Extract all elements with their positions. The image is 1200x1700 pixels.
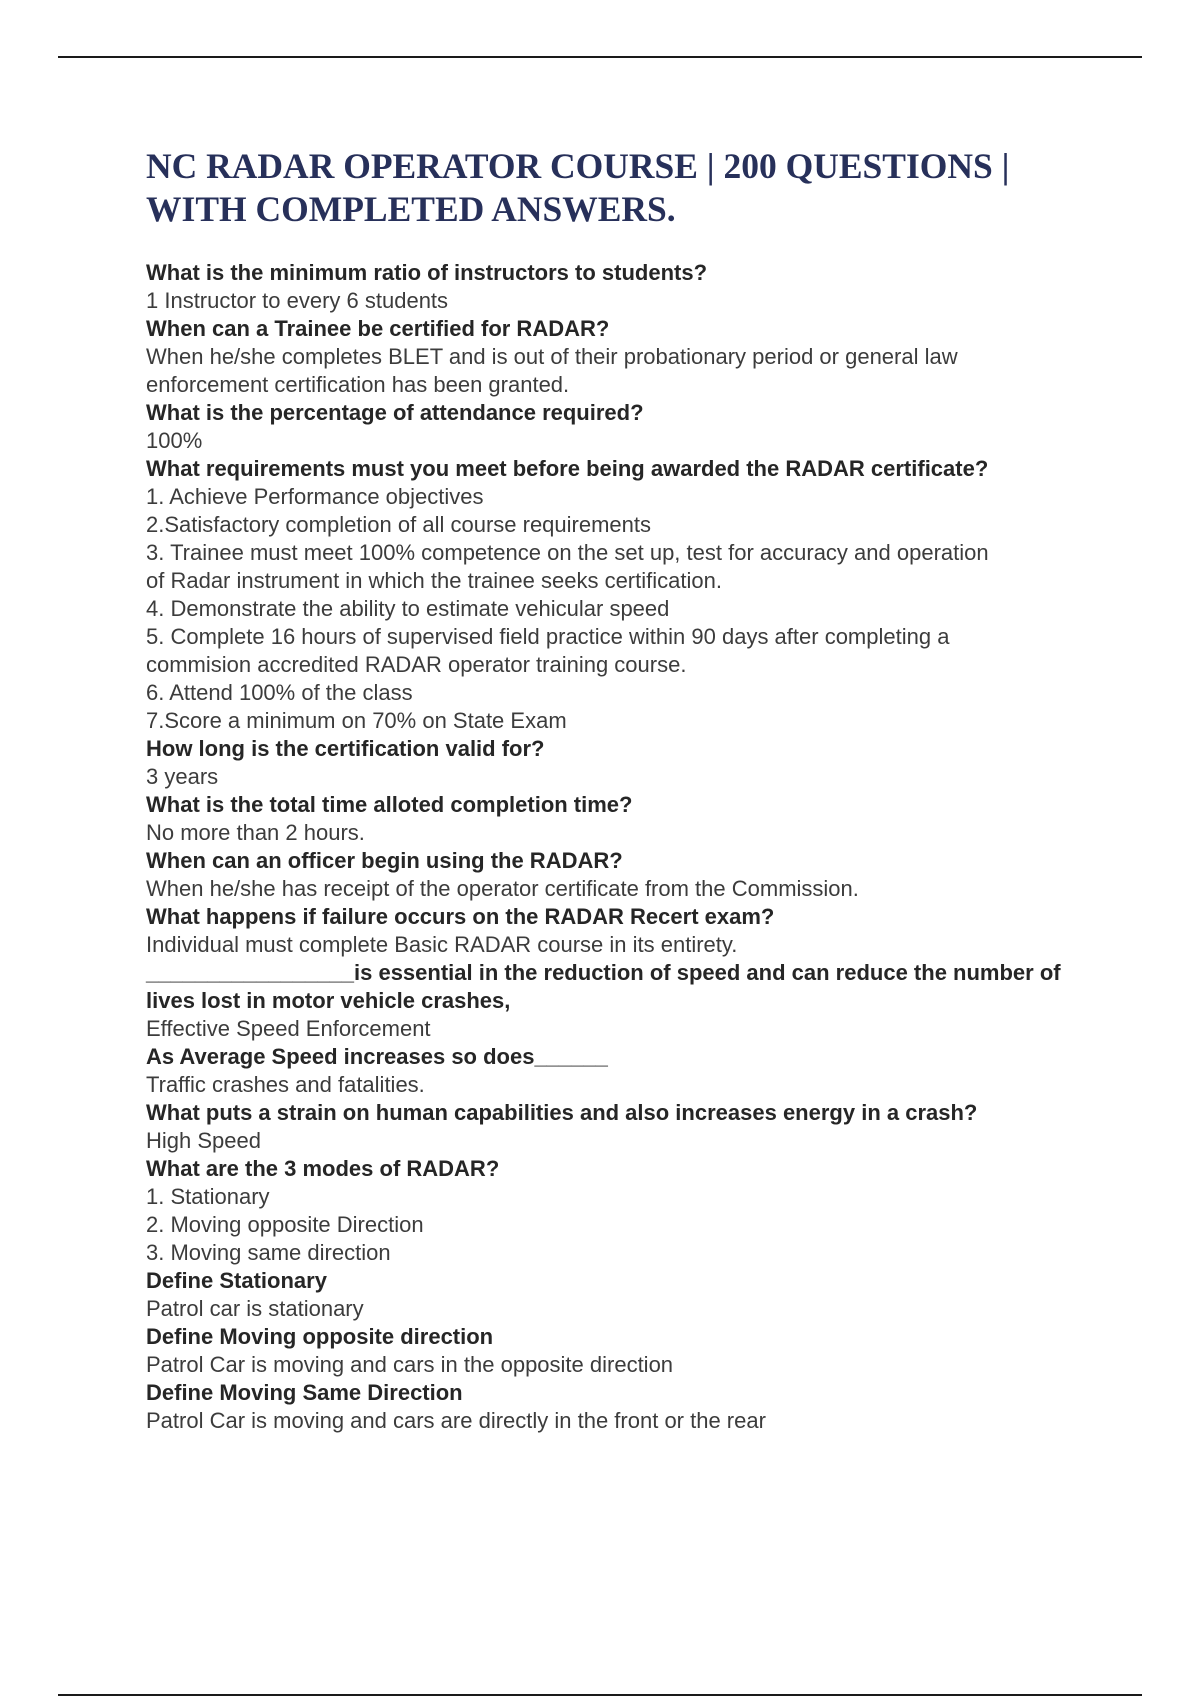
answer-line: Patrol car is stationary	[146, 1296, 364, 1321]
footer-rule	[58, 1694, 1142, 1696]
answer-text	[146, 483, 1106, 735]
document-body	[146, 145, 1106, 1435]
qa-item	[146, 959, 1106, 1043]
qa-item	[146, 259, 1106, 315]
qa-item	[146, 903, 1106, 959]
question-text: What is the minimum ratio of instructors to students?	[146, 260, 708, 285]
answer-text	[146, 427, 1106, 455]
answer-line: 1. Stationary	[146, 1184, 270, 1209]
answer-line: 3. Trainee must meet 100% competence on the set up, test for accuracy and operation	[146, 540, 989, 565]
question-text: Define Moving opposite direction	[146, 1324, 494, 1349]
answer-line: 3 years	[146, 764, 219, 789]
answer-line: 6. Attend 100% of the class	[146, 680, 413, 705]
question-text: What requirements must you meet before being awarded the RADAR certificate?	[146, 456, 989, 481]
answer-line: 2. Moving opposite Direction	[146, 1212, 424, 1237]
answer-line: 2.Satisfactory completion of all course requirements	[146, 512, 652, 537]
answer-line: 100%	[146, 428, 203, 453]
answer-line: Individual must complete Basic RADAR course in its entirety.	[146, 932, 738, 957]
qa-item	[146, 735, 1106, 791]
answer-line: Effective Speed Enforcement	[146, 1016, 431, 1041]
answer-line: 5. Complete 16 hours of supervised field practice within 90 days after completing a	[146, 624, 950, 649]
answer-line: commision accredited RADAR operator training course.	[146, 652, 687, 677]
answer-line: Traffic crashes and fatalities.	[146, 1072, 425, 1097]
qa-item	[146, 1379, 1106, 1435]
answer-line: enforcement certification has been granted.	[146, 372, 570, 397]
answer-line: 1 Instructor to every 6 students	[146, 288, 449, 313]
answer-text	[146, 763, 1106, 791]
qa-item	[146, 1267, 1106, 1323]
answer-line: When he/she has receipt of the operator certificate from the Commission.	[146, 876, 859, 901]
answer-line: 3. Moving same direction	[146, 1240, 391, 1265]
document-title	[146, 145, 1106, 231]
answer-text	[146, 343, 1106, 399]
answer-text	[146, 875, 1106, 903]
answer-line: Patrol Car is moving and cars in the opposite direction	[146, 1352, 674, 1377]
answer-line: High Speed	[146, 1128, 261, 1153]
qa-item	[146, 1043, 1106, 1099]
question-text: _________________is essential in the reduction of speed and can reduce the number of lives lost in motor vehicle crashes,	[146, 960, 1061, 1013]
question-text: When can a Trainee be certified for RADAR?	[146, 316, 610, 341]
answer-line: of Radar instrument in which the trainee seeks certification.	[146, 568, 722, 593]
qa-item	[146, 399, 1106, 455]
answer-line: When he/she completes BLET and is out of their probationary period or general law	[146, 344, 958, 369]
answer-text	[146, 1015, 1106, 1043]
question-text: Define Moving Same Direction	[146, 1380, 463, 1405]
qa-item	[146, 1099, 1106, 1155]
question-text: Define Stationary	[146, 1268, 327, 1293]
answer-line: Patrol Car is moving and cars are directly in the front or the rear	[146, 1408, 766, 1433]
question-text: What puts a strain on human capabilities and also increases energy in a crash?	[146, 1100, 978, 1125]
answer-text	[146, 819, 1106, 847]
title-line-2: WITH COMPLETED ANSWERS.	[146, 189, 676, 229]
question-text: How long is the certification valid for?	[146, 736, 545, 761]
qa-item	[146, 1323, 1106, 1379]
answer-line: 1. Achieve Performance objectives	[146, 484, 484, 509]
question-text: What is the percentage of attendance required?	[146, 400, 644, 425]
qa-item	[146, 1155, 1106, 1267]
question-text: What happens if failure occurs on the RADAR Recert exam?	[146, 904, 775, 929]
answer-text	[146, 1127, 1106, 1155]
qa-item	[146, 791, 1106, 847]
answer-line: 4. Demonstrate the ability to estimate vehicular speed	[146, 596, 670, 621]
question-text: As Average Speed increases so does______	[146, 1044, 608, 1069]
answer-line: No more than 2 hours.	[146, 820, 365, 845]
answer-text	[146, 287, 1106, 315]
qa-item	[146, 315, 1106, 399]
title-line-1: NC RADAR OPERATOR COURSE | 200 QUESTIONS |	[146, 146, 1010, 186]
answer-text	[146, 1407, 1106, 1435]
question-text: When can an officer begin using the RADAR?	[146, 848, 623, 873]
answer-text	[146, 1295, 1106, 1323]
question-text: What are the 3 modes of RADAR?	[146, 1156, 500, 1181]
answer-line: 7.Score a minimum on 70% on State Exam	[146, 708, 567, 733]
header-rule	[58, 56, 1142, 58]
qa-item	[146, 847, 1106, 903]
answer-text	[146, 931, 1106, 959]
qa-item	[146, 455, 1106, 735]
answer-text	[146, 1351, 1106, 1379]
answer-text	[146, 1183, 1106, 1267]
question-text: What is the total time alloted completion time?	[146, 792, 633, 817]
qa-list	[146, 259, 1106, 1435]
answer-text	[146, 1071, 1106, 1099]
